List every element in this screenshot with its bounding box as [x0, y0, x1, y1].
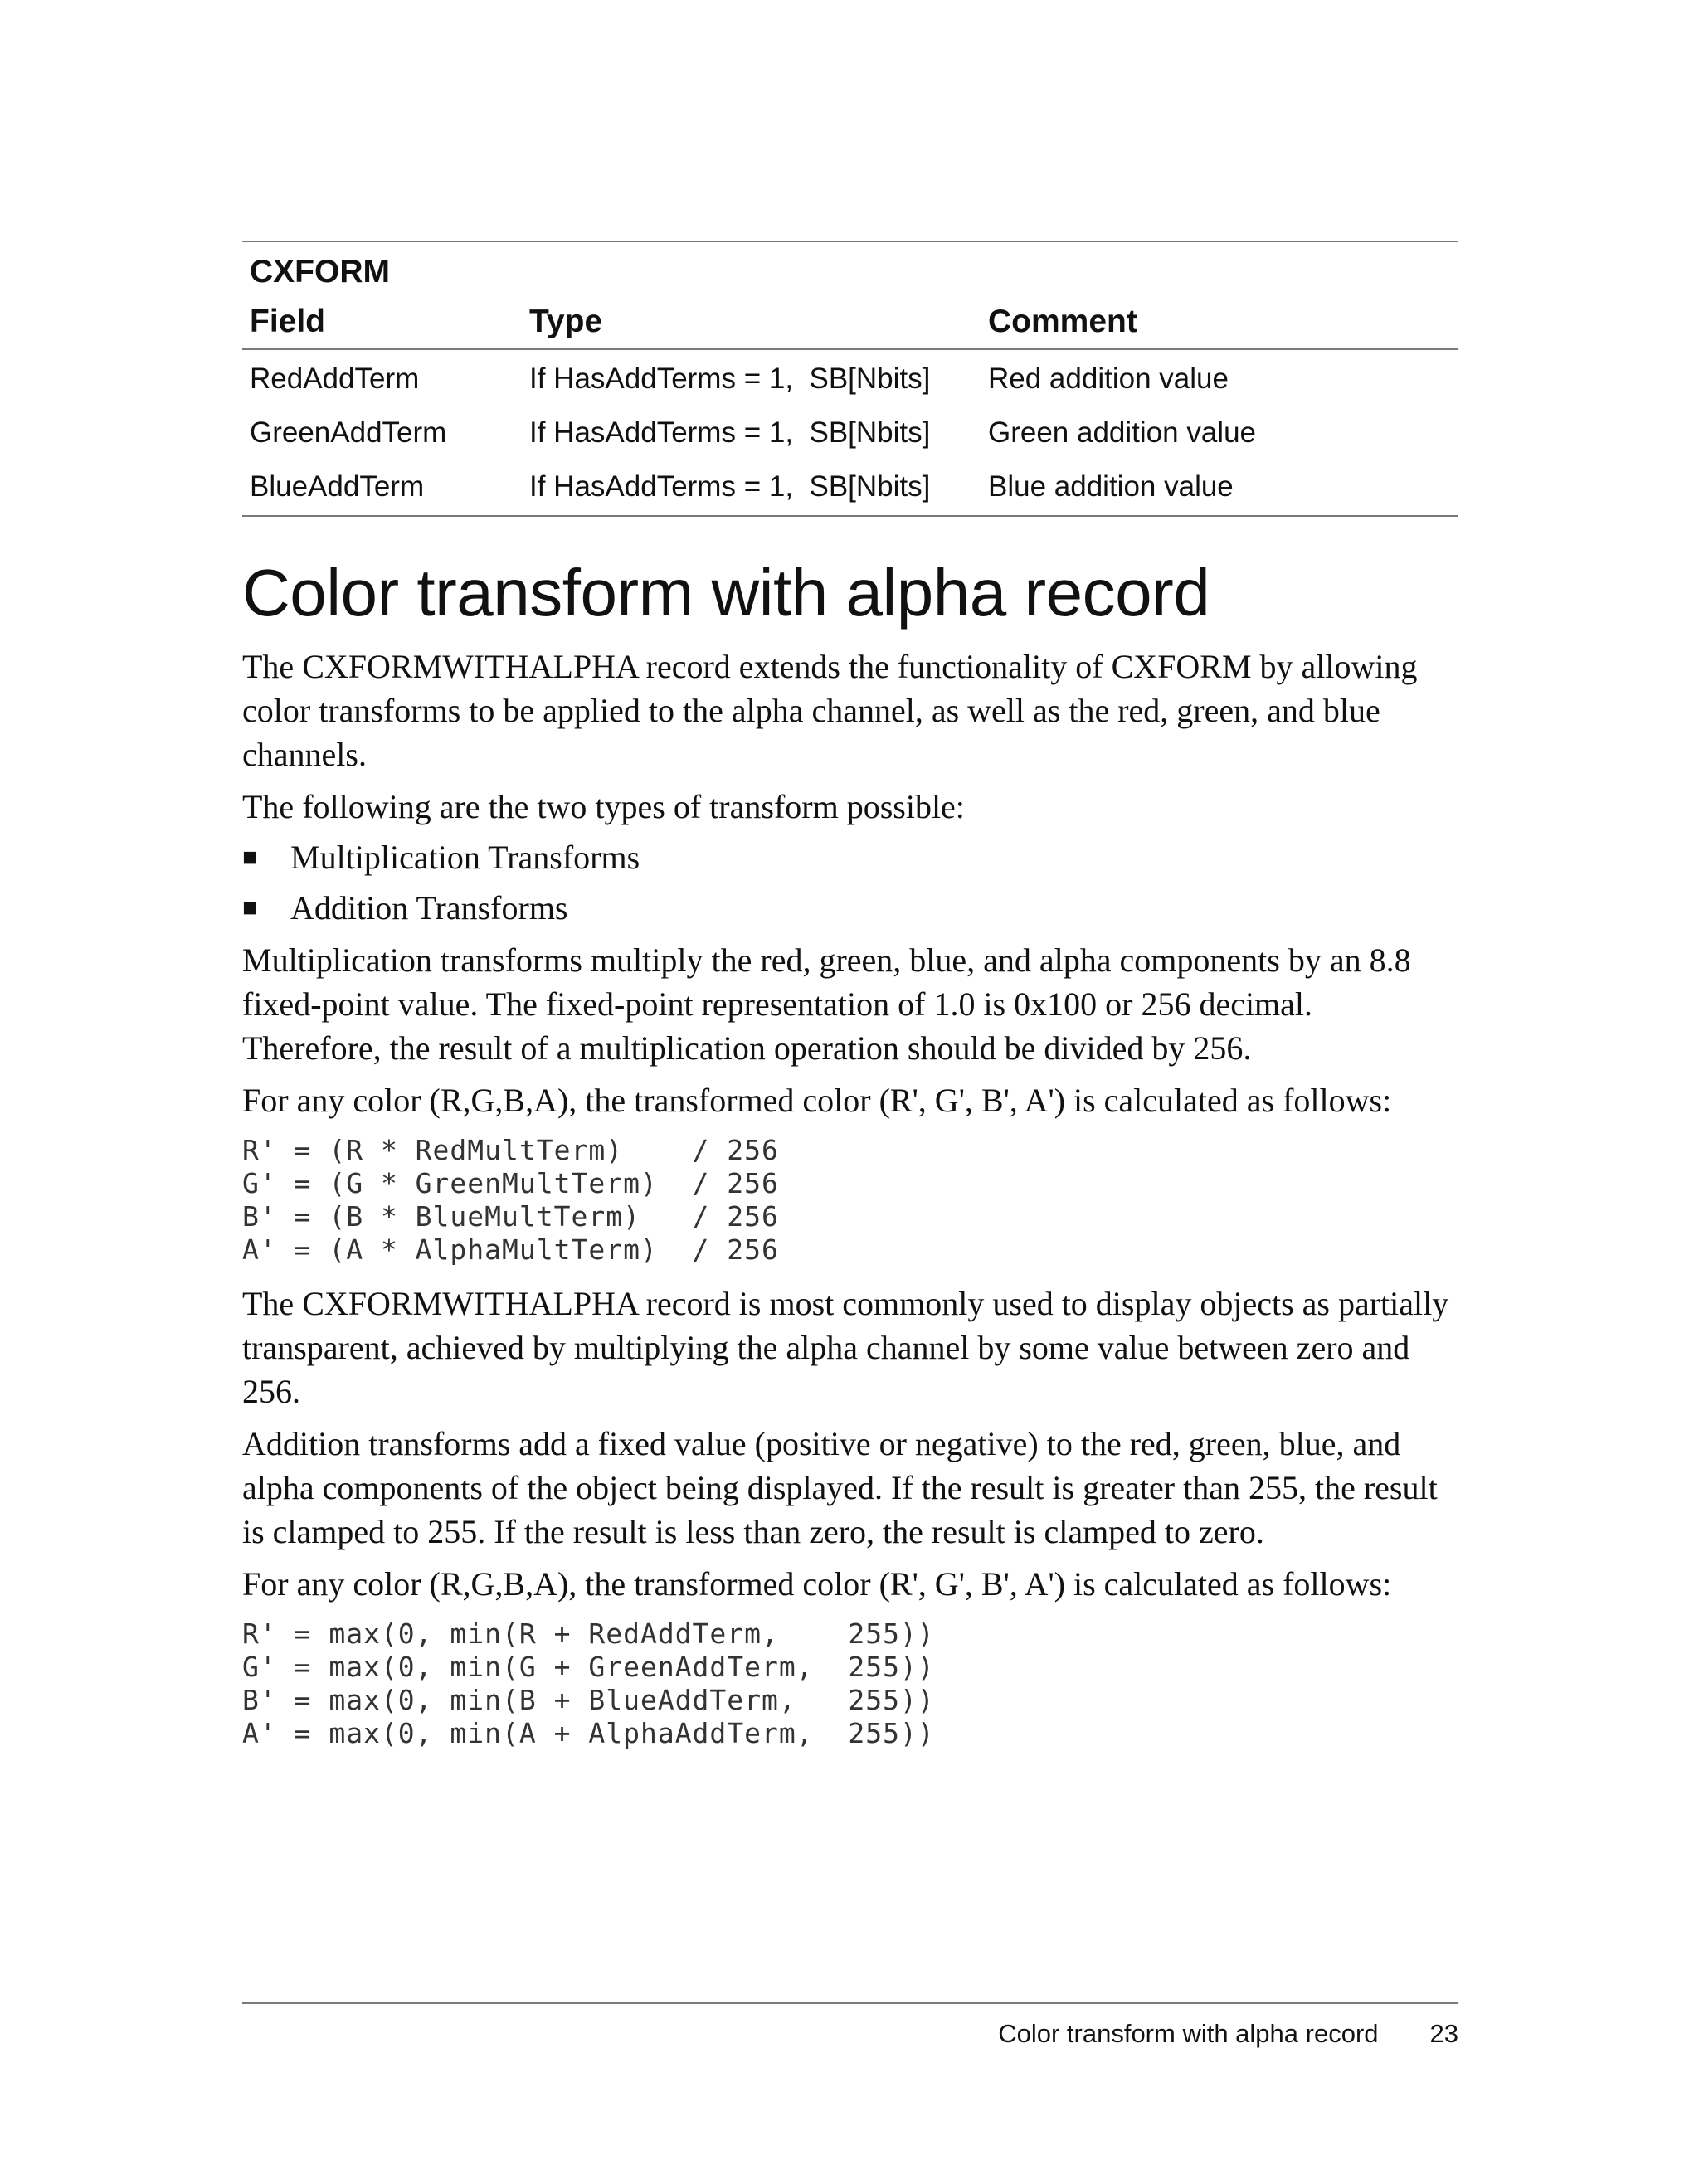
table-row	[242, 460, 1458, 513]
cell-comment: Green addition value	[988, 416, 1256, 449]
footer-content	[998, 2019, 1458, 2049]
cell-comment: Red addition value	[988, 362, 1229, 395]
cell-type: If HasAddTerms = 1, SB[Nbits]	[529, 416, 931, 449]
list-item	[242, 835, 1458, 879]
multiplication-formula-intro: For any color (R,G,B,A), the transformed color (R', G', B', A') is calculated as follows:	[242, 1082, 1392, 1119]
transform-types-list	[242, 835, 1458, 930]
cell-field: GreenAddTerm	[250, 416, 447, 449]
cell-type: If HasAddTerms = 1, SB[Nbits]	[529, 362, 931, 395]
addition-code-block: R' = max(0, min(R + RedAddTerm, 255)) G' = max(0, min(G + GreenAddTerm, 255)) B' = max(0, min(B + BlueAddTerm, 255)) A' = max(0, min(A + AlphaAddTerm, 255))	[242, 1617, 935, 1749]
cell-type: If HasAddTerms = 1, SB[Nbits]	[529, 470, 931, 503]
table-header-row	[242, 295, 1458, 350]
cxform-table	[242, 241, 1458, 517]
cell-field: BlueAddTerm	[250, 470, 425, 503]
header-field: Field	[250, 304, 326, 339]
table-body	[242, 350, 1458, 515]
table-row	[242, 352, 1458, 406]
addition-formula-intro: For any color (R,G,B,A), the transformed color (R', G', B', A') is calculated as follows:	[242, 1565, 1392, 1603]
cell-field: RedAddTerm	[250, 362, 420, 395]
alpha-usage-paragraph: The CXFORMWITHALPHA record is most commonly used to display objects as partially transparent, achieved by multiplying the alpha channel by some value between zero and 256.	[242, 1285, 1449, 1410]
footer-title: Color transform with alpha record	[998, 2019, 1379, 2048]
list-item	[242, 886, 1458, 930]
multiplication-code-block: R' = (R * RedMultTerm) / 256 G' = (G * GreenMultTerm) / 256 B' = (B * BlueMultTerm) / 256 A' = (A * AlphaMultTerm) / 256	[242, 1134, 779, 1266]
header-comment: Comment	[988, 304, 1137, 339]
section-heading: Color transform with alpha record	[242, 556, 1210, 630]
multiplication-paragraph: Multiplication transforms multiply the red, green, blue, and alpha components by an 8.8 fixed-point value. The fixed-point representation of 1.0 is 0x100 or 256 decimal. Therefore, the result of a multiplication operation should be divided by 256.	[242, 941, 1411, 1067]
page-footer	[242, 2002, 1458, 2054]
types-intro-paragraph: The following are the two types of transform possible:	[242, 788, 965, 825]
page-content	[242, 241, 1458, 1765]
page-number: 23	[1429, 2019, 1458, 2048]
intro-paragraph: The CXFORMWITHALPHA record extends the functionality of CXFORM by allowing color transforms to be applied to the alpha channel, as well as the red, green, and blue channels.	[242, 648, 1418, 773]
list-item-label: Multiplication Transforms	[290, 839, 640, 876]
table-title: CXFORM	[250, 254, 390, 289]
square-bullet-icon: ■	[242, 844, 258, 871]
header-type: Type	[529, 304, 603, 339]
addition-paragraph: Addition transforms add a fixed value (positive or negative) to the red, green, blue, and alpha components of the object being displayed. If the result is greater than 255, the result is clamped to 255. If the result is less than zero, the result is clamped to zero.	[242, 1425, 1438, 1550]
table-row	[242, 406, 1458, 460]
square-bullet-icon: ■	[242, 894, 258, 922]
cell-comment: Blue addition value	[988, 470, 1234, 503]
list-item-label: Addition Transforms	[290, 889, 568, 927]
